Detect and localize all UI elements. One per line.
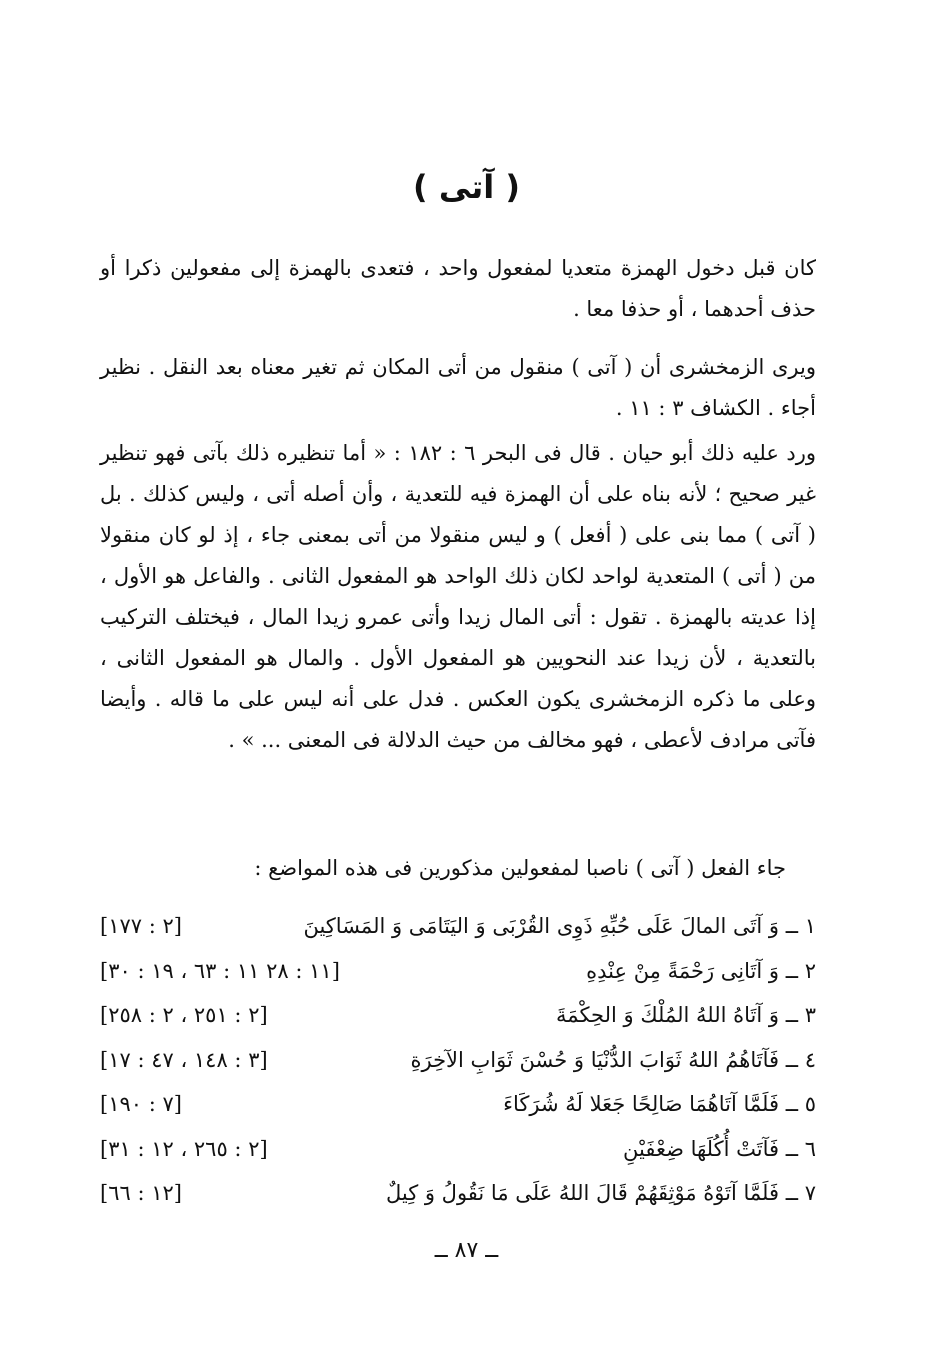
verse-body: ــ فَآتَتْ أُكُلَهَا ضِعْفَيْنِ (623, 1136, 799, 1161)
verse-number: ٦ (804, 1136, 816, 1161)
verse-item (100, 1038, 816, 1083)
verse-text (586, 949, 816, 993)
verse-number: ١ (804, 914, 816, 938)
paragraph-2: ويرى الزمخشرى أن ( آتى ) منقول من أتى المكان ثم تغير معناه بعد النقل . نظير أجاء . الكشاف ٣ : ١١ . (100, 355, 816, 420)
verse-body: ــ وَ آتَى المالَ عَلَى حُبِّهِ ذَوِى القُرْبَى وَ اليَتَامَى وَ المَسَاكِينَ (303, 914, 799, 938)
verse-reference: [٧ : ١٩٠] (100, 1092, 182, 1116)
verse-item (100, 1127, 816, 1172)
verse-item (100, 1082, 816, 1127)
verse-body: ــ وَ آتَاهُ اللهُ المُلْكَ وَ الحِكْمَةَ (556, 1003, 799, 1027)
verse-reference: [٣ : ١٤٨ ، ٤٧ : ١٧] (100, 1047, 268, 1072)
verse-text (410, 1038, 816, 1082)
verse-number: ٧ (804, 1181, 816, 1205)
verses-intro: جاء الفعل ( آتى ) ناصبا لمفعولين مذكورين فى هذه المواضع : (254, 856, 786, 880)
verse-item (100, 904, 816, 949)
verse-text (303, 904, 816, 948)
verse-text (556, 993, 816, 1037)
verse-reference: [٢ : ٢٥١ ، ٢ : ٢٥٨] (100, 1003, 268, 1027)
verse-item (100, 1171, 816, 1216)
page-number: ــ ٨٧ ــ (434, 1238, 499, 1263)
verse-text (386, 1171, 816, 1215)
verse-item (100, 949, 816, 994)
verse-number: ٣ (804, 1003, 816, 1027)
verse-number: ٤ (804, 1047, 816, 1072)
paragraph-1: كان قبل دخول الهمزة متعديا لمفعول واحد ، فتعدى بالهمزة إلى مفعولين ذكرا أو حذف أحدهما ، أو حذفا معا . (100, 256, 816, 321)
verse-body: ــ فَلَمَّا آتَوْهُ مَوْثِقَهُمْ قَالَ اللهُ عَلَى مَا نَقُولُ وَ كِيلٌ (385, 1181, 799, 1205)
verse-reference: [١١ : ٢٨ ١١ : ٦٣ ، ١٩ : ٣٠] (100, 958, 340, 983)
verse-list (100, 904, 816, 1216)
verse-reference: [٢ : ١٧٧] (100, 914, 182, 938)
verse-body: ــ فَآتَاهُمُ اللهُ ثَوَابَ الدُّنْيَا وَ حُسْنَ ثَوَابِ الآخِرَةِ (410, 1047, 799, 1072)
verse-body: ــ فَلَمَّا آتَاهُمَا صَالِحًا جَعَلا لَهُ شُرَكَاءَ (503, 1092, 799, 1116)
verse-reference: [١٢ : ٦٦] (100, 1181, 182, 1205)
verse-number: ٥ (804, 1092, 816, 1116)
verse-number: ٢ (804, 958, 816, 983)
verse-item (100, 993, 816, 1038)
verse-body: ــ وَ آتَانِى رَحْمَةً مِنْ عِنْدِهِ (586, 958, 799, 983)
verse-text (503, 1082, 816, 1126)
page-title: ( آتى ) (413, 168, 520, 206)
verse-text (623, 1127, 816, 1171)
paragraph-3: ورد عليه ذلك أبو حيان . قال فى البحر ٦ : ١٨٢ : « أما تنظيره ذلك بآتى فهو تنظير غير صحيح ؛ لأنه بناه على أن الهمزة فيه للتعدية ، وأن أصله أتى ، وليس كذلك . بل ( آتى ) مما بنى على ( أفعل ) و ليس منقولا من أتى بمعنى جاء ، إذ لو كان منقولا من ( أتى ) المتعدية لواحد لكان ذلك الواحد هو المفعول الثانى . والفاعل هو الأول ، إذا عديته بالهمزة . تقول : أتى المال زيدا وأتى عمرو زيدا المال ، فيختلف التركيب بالتعدية ، لأن زيدا عند النحويين هو المفعول الأول . والمال هو المفعول الثانى ، وعلى ما ذكره الزمخشرى يكون العكس . فدل على أنه ليس على ما قاله . وأيضا فآتى مرادف لأعطى ، فهو مخالف من حيث الدلالة فى المعنى ... » . (100, 441, 816, 752)
verse-reference: [٢ : ٢٦٥ ، ١٢ : ٣١] (100, 1136, 268, 1161)
